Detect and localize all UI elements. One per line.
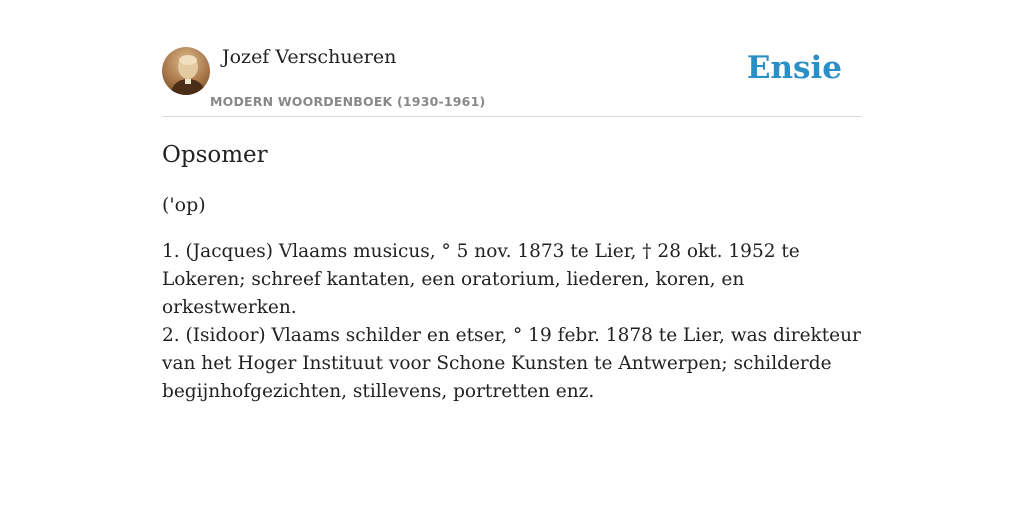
entry-pronunciation: ('op) bbox=[162, 194, 206, 216]
portrait-icon bbox=[162, 47, 210, 95]
entry-card bbox=[162, 44, 862, 406]
brand-logo[interactable]: Ensie bbox=[746, 50, 842, 86]
author-name[interactable]: Jozef Verschueren bbox=[222, 46, 397, 68]
entry-title: Opsomer bbox=[162, 142, 268, 168]
definition-item-2: 2. (Isidoor) Vlaams schilder en etser, ° 19 febr. 1878 te Lier, was direkteur van het Hoger Instituut voor Schone Kunsten te Antwerpen; schilderde begijnhofgezichten, stillevens, portretten enz. bbox=[162, 325, 861, 402]
entry-definition bbox=[162, 238, 862, 406]
entry-header bbox=[162, 44, 862, 117]
author-avatar[interactable] bbox=[162, 47, 210, 95]
source-label[interactable]: MODERN WOORDENBOEK (1930-1961) bbox=[210, 94, 486, 109]
definition-item-1: 1. (Jacques) Vlaams musicus, ° 5 nov. 1873 te Lier, † 28 okt. 1952 te Lokeren; schreef kantaten, een oratorium, liederen, koren, en orkestwerken. bbox=[162, 241, 800, 318]
